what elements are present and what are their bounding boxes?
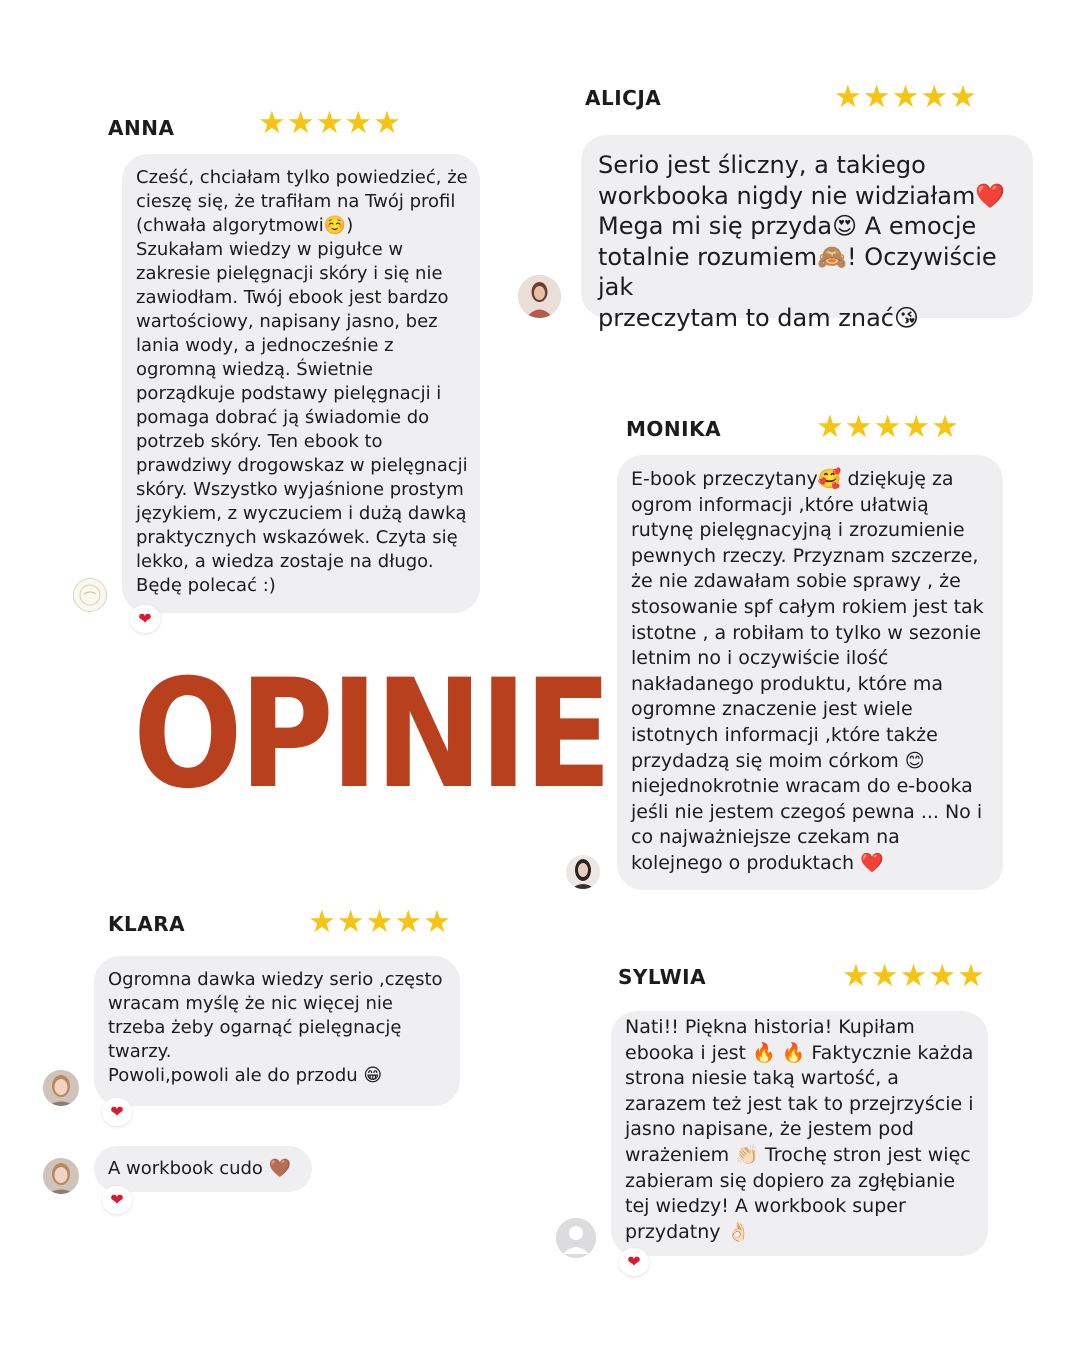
reaction-heart-klara-2[interactable] <box>102 1186 132 1214</box>
heart-icon: ❤ <box>110 1192 124 1209</box>
person-photo-icon <box>518 275 561 318</box>
avatar-sylwia[interactable] <box>556 1218 596 1258</box>
comment-bubble-sylwia: Nati!! Piękna historia! Kupiłam ebooka i jest 🔥 🔥 Faktycznie każda strona niesie taką wartość, a zarazem też jest tak to przejrzyście i jasno napisane, że jestem pod wrażeniem 👏🏻 Trochę stron jest więc zabieram się dopiero za zgłębianie tej wiedzy! A workbook super przydatny 👌🏻 <box>611 1011 988 1256</box>
rating-stars-sylwia: ★★★★★ <box>842 958 986 993</box>
comment-bubble-klara: Ogromna dawka wiedzy serio ,często wracam myślę że nic więcej nie trzeba żeby ogarnąć pielęgnację twarzy. Powoli,powoli ale do przodu 😁 <box>94 956 460 1106</box>
comment-bubble-klara-2: A workbook cudo 🤎 <box>94 1146 312 1192</box>
reviewer-name-anna: ANNA <box>108 116 175 140</box>
heart-icon: ❤ <box>110 1104 124 1121</box>
reaction-heart-klara[interactable] <box>102 1098 132 1126</box>
reviewer-name-monika: MONIKA <box>626 417 722 441</box>
avatar-alicja[interactable] <box>518 275 561 318</box>
comment-bubble-alicja: Serio jest śliczny, a takiego workbooka nigdy nie widziałam❤️ Mega mi się przyda😍 A emocje totalnie rozumiem🙈! Oczywiście jak przeczytam to dam znać😘 <box>581 135 1033 318</box>
reviewer-name-alicja: ALICJA <box>585 86 662 110</box>
rating-stars-klara: ★★★★★ <box>308 904 452 939</box>
comment-bubble-monika: E-book przeczytany🥰 dziękuję za ogrom informacji ,które ułatwią rutynę pielęgnacyjną i zrozumienie pewnych rzeczy. Przyznam szczerze, że nie zdawałam sobie sprawy , że stosowanie spf całym rokiem jest tak istotne , a robiłam to tylko w sezonie letnim no i oczywiście ilość nakładanego produktu, które ma ogromne znaczenie jest wiele istotnych informacji ,które także przydadzą się moim córkom 😊 niejednokrotnie wracam do e-booka jeśli nie jestem czegoś pewna ... No i co najważniejsze czekam na kolejnego o produktach ❤️ <box>617 455 1003 890</box>
reaction-heart-anna[interactable] <box>130 605 160 633</box>
avatar-klara[interactable] <box>43 1070 79 1106</box>
avatar-anna[interactable] <box>73 578 107 612</box>
rating-stars-monika: ★★★★★ <box>816 409 960 444</box>
default-user-icon <box>556 1218 596 1258</box>
reviewer-name-klara: KLARA <box>108 912 186 936</box>
rating-stars-anna: ★★★★★ <box>258 105 402 140</box>
person-photo-icon <box>43 1070 79 1106</box>
page-title: OPINIE <box>133 648 609 822</box>
avatar-klara-2[interactable] <box>43 1158 79 1194</box>
avatar-monika[interactable] <box>566 855 600 889</box>
comment-bubble-anna: Cześć, chciałam tylko powiedzieć, że cieszę się, że trafiłam na Twój profil (chwała algorytmowi☺️) Szukałam wiedzy w pigułce w zakresie pielęgnacji skóry i się nie zawiodłam. Twój ebook jest bardzo wartościowy, napisany jasno, bez lania wody, a jednocześnie z ogromną wiedzą. Świetnie porządkuje podstawy pielęgnacji i pomaga dobrać ją świadomie do potrzeb skóry. Ten ebook to prawdziwy drogowskaz w pielęgnacji skóry. Wszystko wyjaśnione prostym językiem, z wyczuciem i dużą dawką praktycznych wskazówek. Czyta się lekko, a wiedza zostaje na długo. Będę polecać :) <box>122 154 480 613</box>
logo-icon <box>74 579 106 611</box>
heart-icon: ❤ <box>138 611 152 628</box>
person-photo-icon <box>43 1158 79 1194</box>
rating-stars-alicja: ★★★★★ <box>834 79 978 114</box>
heart-icon: ❤ <box>627 1254 641 1271</box>
reviewer-name-sylwia: SYLWIA <box>618 965 707 989</box>
person-photo-icon <box>566 855 600 889</box>
reaction-heart-sylwia[interactable] <box>619 1248 649 1276</box>
